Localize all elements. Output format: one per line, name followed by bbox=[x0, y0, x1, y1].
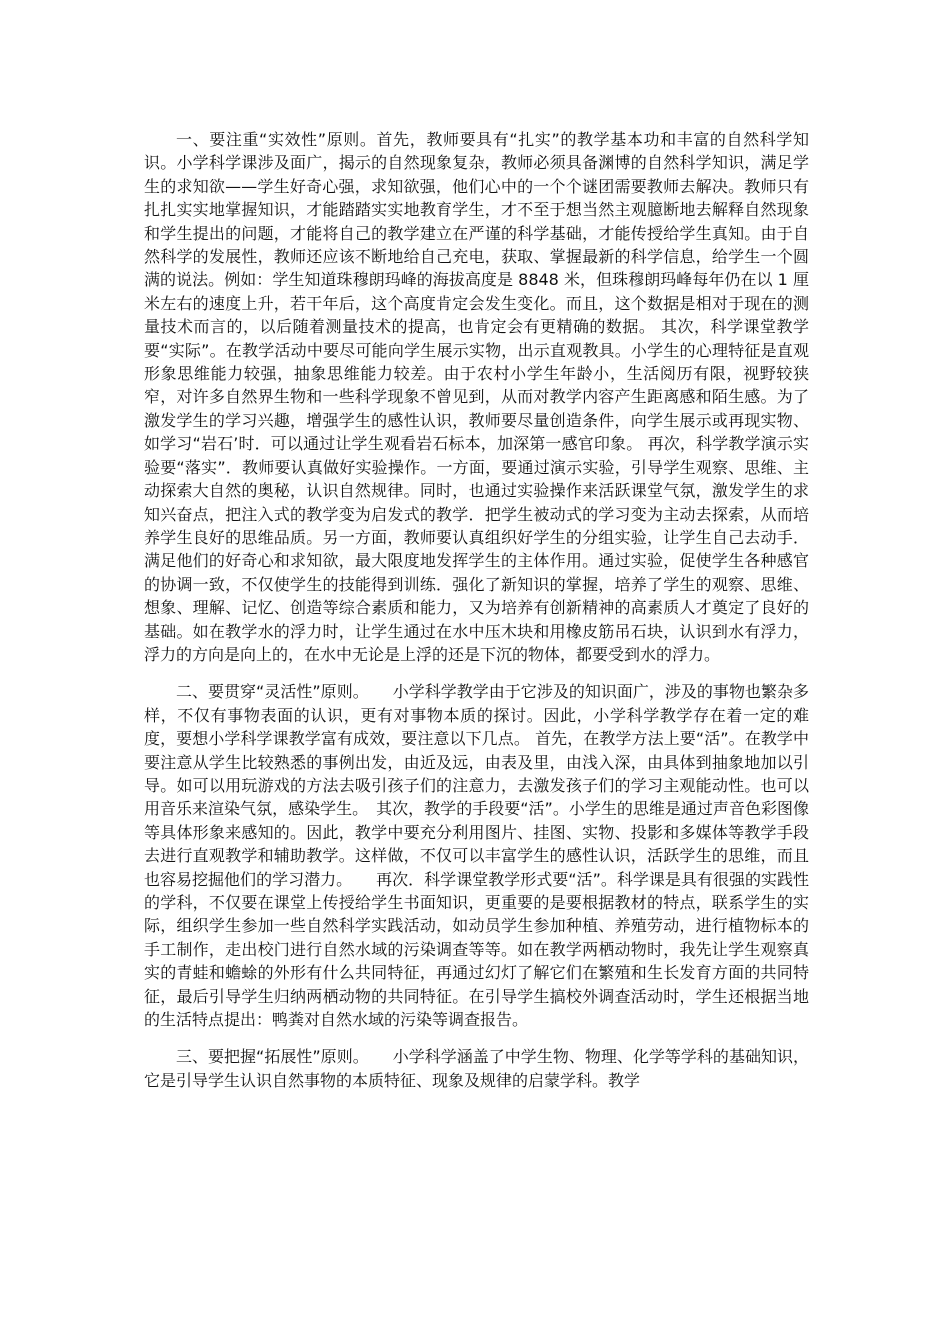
document-body bbox=[144, 128, 809, 1092]
paragraph-expansion-principle: 三、要把握“拓展性”原则。 小学科学涵盖了中学生物、物理、化学等学科的基础知识，它是引导学生认识自然事物的本质特征、现象及规律的启蒙学科。教学 bbox=[144, 1047, 809, 1090]
paragraph-flexibility-principle: 二、要贯穿“灵活性”原则。 小学科学教学由于它涉及的知识面广，涉及的事物也繁杂多样，不仅有事物表面的认识，更有对事物本质的探讨。因此，小学科学教学存在着一定的难度，要想小学科学课教学富有成效，要注意以下几点。 首先，在教学方法上要“活”。在教学中要注意从学生比较熟悉的事例出发，由近及远，由表及里，由浅入深，由具体到抽象地加以引导。如可以用玩游戏的方法去吸引孩子们的注意力，去激发孩子们的学习主观能动性。也可以用音乐来渲染气氛，感染学生。 其次，教学的手段要“活”。小学生的思维是通过声音色彩图像等具体形象来感知的。因此，教学中要充分利用图片、挂图、实物、投影和多媒体等教学手段去进行直观教学和辅助教学。这样做，不仅可以丰富学生的感性认识，活跃学生的思维，而且也容易挖掘他们的学习潜力。 再次．科学课堂教学形式要“活”。科学课是具有很强的实践性的学科，不仅要在课堂上传授给学生书面知识，更重要的是要根据教材的特点，联系学生的实际，组织学生参加一些自然科学实践活动，如动员学生参加种植、养殖劳动，进行植物标本的手工制作，走出校门进行自然水域的污染调查等等。如在教学两栖动物时，我先让学生观察真实的青蛙和蟾蜍的外形有什么共同特征，再通过幻灯了解它们在繁殖和生长发育方面的共同特征，最后引导学生归纳两栖动物的共同特征。在引导学生搞校外调查活动时，学生还根据当地的生活特点提出：鸭粪对自然水域的污染等调查报告。 bbox=[144, 682, 809, 1030]
paragraph-effectiveness-principle: 一、要注重“实效性”原则。首先，教师要具有“扎实”的教学基本功和丰富的自然科学知识。小学科学课涉及面广，揭示的自然现象复杂，教师必须具备渊博的自然科学知识，满足学生的求知欲——学生好奇心强，求知欲强，他们心中的一个个谜团需要教师去解决。教师只有扎扎实实地掌握知识，才能踏踏实实地教育学生，才不至于想当然主观臆断地去解释自然现象和学生提出的问题，才能将自己的教学建立在严谨的科学基础，才能传授给学生真知。由于自然科学的发展性，教师还应该不断地给自己充电，获取、掌握最新的科学信息，给学生一个圆满的说法。例如：学生知道珠穆朗玛峰的海拔高度是 8848 米，但珠穆朗玛峰每年仍在以 1 厘米左右的速度上升，若干年后，这个高度肯定会发生变化。而且，这个数据是相对于现在的测量技术而言的，以后随着测量技术的提高，也肯定会有更精确的数据。 其次，科学课堂教学要“实际”。在教学活动中要尽可能向学生展示实物，出示直观教具。小学生的心理特征是直观形象思维能力较强，抽象思维能力较差。由于农村小学生年龄小，生活阅历有限，视野较狭窄，对许多自然界生物和一些科学现象不曾见到，从而对教学内容产生距离感和陌生感。为了激发学生的学习兴趣，增强学生的感性认识，教师要尽量创造条件，向学生展示或再现实物、如学习“岩石’时．可以通过让学生观看岩石标本，加深第一感官印象。 再次，科学教学演示实验要“落实”．教师要认真做好实验操作。一方面，要通过演示实验，引导学生观察、思维、主动探索大自然的奥秘，认识自然规律。同时，也通过实验操作来活跃课堂气氛，激发学生的求知兴奋点，把注入式的教学变为启发式的教学．把学生被动式的学习变为主动去探索，从而培养学生良好的思维品质。另一方面，教师要认真组织好学生的分组实验，让学生自己去动手．满足他们的好奇心和求知欲，最大限度地发挥学生的主体作用。通过实验，促使学生各种感官的协调一致，不仅使学生的技能得到训练．强化了新知识的掌握，培养了学生的观察、思维、想象、理解、记忆、创造等综合素质和能力，又为培养有创新精神的高素质人才奠定了良好的基础。如在教学水的浮力时，让学生通过在水中压木块和用橡皮筋吊石块，认识到水有浮力，浮力的方向是向上的，在水中无论是上浮的还是下沉的物体，都要受到水的浮力。 bbox=[144, 130, 809, 664]
